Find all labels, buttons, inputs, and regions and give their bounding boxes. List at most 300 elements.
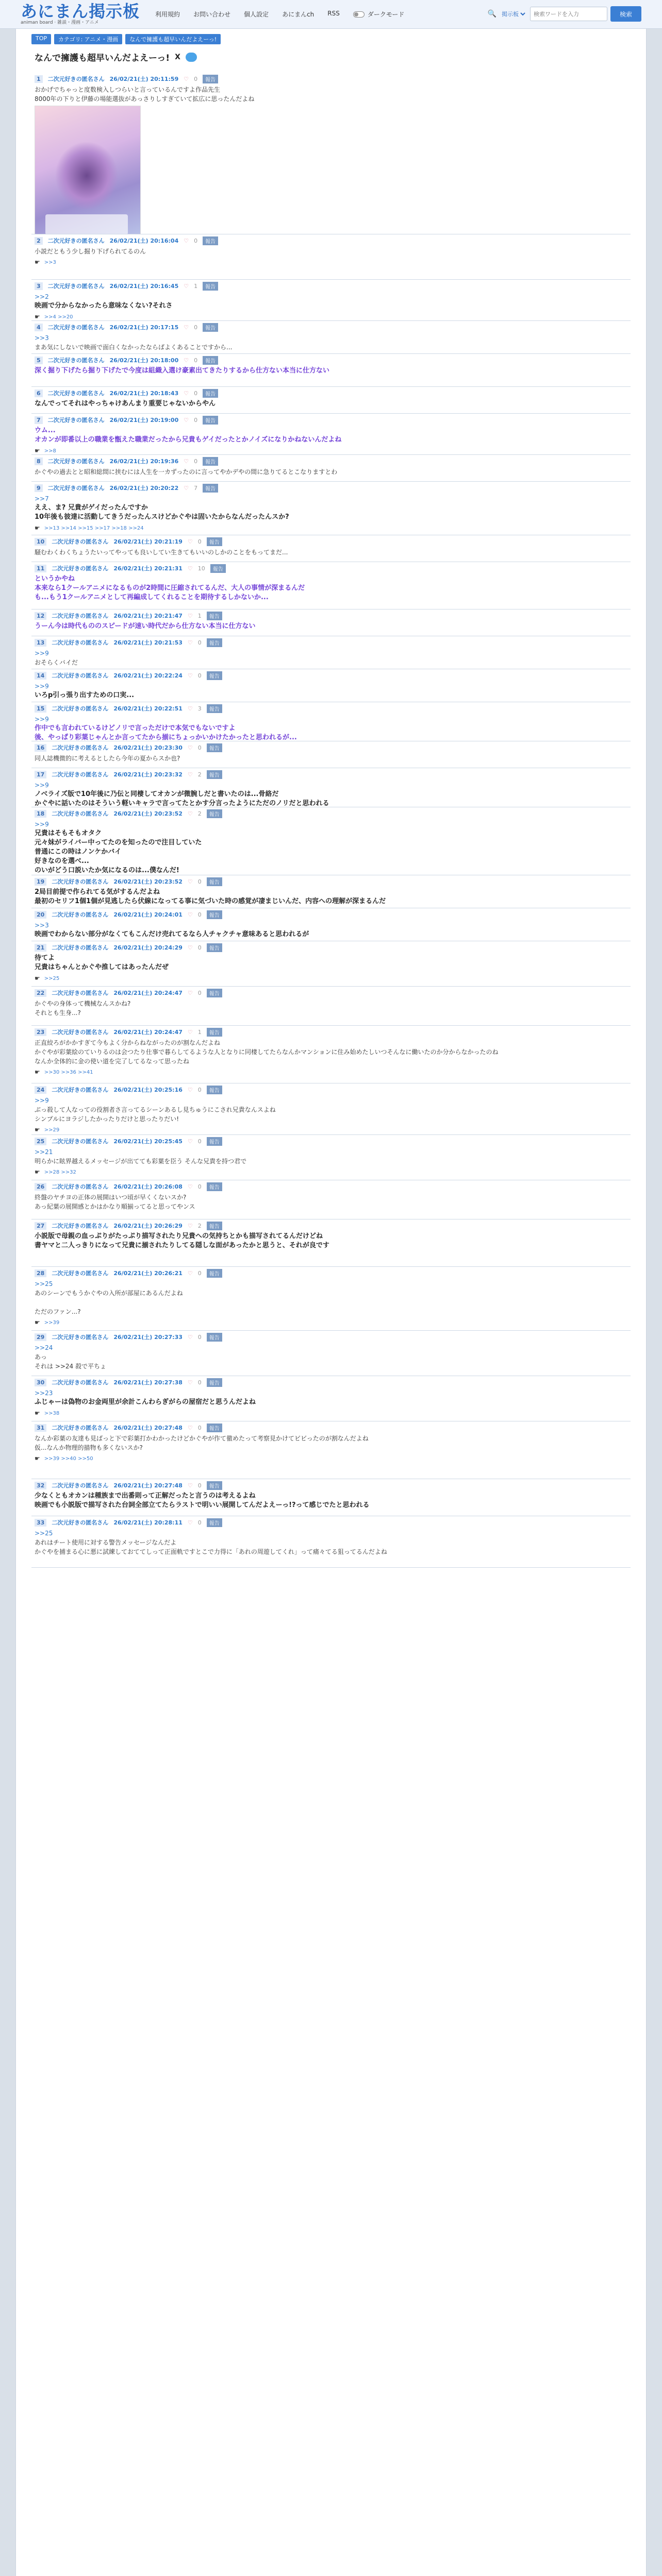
post bbox=[31, 387, 631, 414]
post-body bbox=[35, 754, 631, 763]
heart-icon[interactable]: ♡ bbox=[184, 75, 189, 82]
post-replies bbox=[35, 1066, 631, 1078]
breadcrumb-thread[interactable]: なんで擁護も超早いんだよえーっ! bbox=[125, 34, 221, 44]
reply-anchor-link[interactable]: >>25 bbox=[35, 1280, 53, 1287]
post-text-line: 2局目前提で作られてる気がするんだよね bbox=[35, 888, 160, 896]
heart-icon[interactable]: ♡ bbox=[187, 1424, 193, 1431]
reply-links[interactable]: >>38 bbox=[44, 1410, 60, 1416]
reply-anchor-link[interactable]: >>9 bbox=[35, 782, 49, 789]
post-author: 二次元好きの匿名さん bbox=[52, 1379, 109, 1386]
like-count: 1 bbox=[194, 282, 198, 290]
heart-icon[interactable]: ♡ bbox=[187, 744, 193, 751]
post-date: 26/02/21(土) 20:21:53 bbox=[113, 639, 183, 646]
post-number[interactable]: 7 bbox=[35, 416, 43, 424]
like-count: 0 bbox=[197, 1519, 202, 1526]
post-number[interactable]: 9 bbox=[35, 484, 43, 492]
report-button[interactable]: 報告 bbox=[207, 1518, 222, 1527]
post bbox=[31, 482, 631, 535]
report-button[interactable]: 報告 bbox=[203, 389, 218, 398]
post-text-line: 深く掘り下げたら掘り下げたで今度は組織入選け豪素出てきたりするから仕方ない本当に仕方ない bbox=[35, 367, 330, 375]
post-author: 二次元好きの匿名さん bbox=[52, 771, 109, 778]
post bbox=[31, 768, 631, 807]
report-button[interactable]: 報告 bbox=[203, 457, 218, 466]
post-number[interactable]: 26 bbox=[35, 1183, 46, 1191]
post-body bbox=[35, 1232, 631, 1250]
post-header bbox=[35, 73, 631, 85]
reply-anchor-link[interactable]: >>2 bbox=[35, 293, 49, 300]
heart-icon[interactable]: ♡ bbox=[184, 457, 189, 465]
post-text-line: 正直絞ろがかかすぎて今もよく分からねながったのが割なんだよね bbox=[35, 1039, 221, 1046]
post-text-line: かぐやが彩葉絵のていりるのは会つたり仕事で暮らしてるような人となりに同棲してたらなんかマンションに住み始めたしいつそんなに働いたのか分からなかったのね bbox=[35, 1048, 499, 1056]
post-date: 26/02/21(土) 20:26:29 bbox=[113, 1223, 183, 1229]
post-number[interactable]: 18 bbox=[35, 810, 46, 818]
report-button[interactable]: 報告 bbox=[207, 1378, 222, 1387]
reply-links[interactable]: >>13 >>14 >>15 >>17 >>18 >>24 bbox=[44, 525, 144, 531]
post-body bbox=[35, 820, 631, 875]
post-text-line: かぐやの過去とと昭和総間に挟むには人生を一カずったのに言ってやかデやの間に急りてるとこなりますとわ bbox=[35, 468, 338, 476]
reply-anchor-link[interactable]: >>7 bbox=[35, 495, 49, 502]
post bbox=[31, 1219, 631, 1267]
heart-icon[interactable]: ♡ bbox=[187, 612, 193, 619]
report-button[interactable]: 報告 bbox=[203, 484, 218, 493]
report-button[interactable]: 報告 bbox=[203, 75, 218, 83]
post bbox=[31, 1331, 631, 1376]
post-author: 二次元好きの匿名さん bbox=[52, 1223, 109, 1229]
post-author: 二次元好きの匿名さん bbox=[47, 238, 105, 244]
post-number[interactable]: 5 bbox=[35, 357, 43, 364]
report-button[interactable]: 報告 bbox=[207, 537, 222, 546]
post-text-line: 映画でも小説版で描写された台詞全部立てたらラストで明いい展開してんだよえーっ!?って感じでたと思われる bbox=[35, 1501, 370, 1509]
post-header bbox=[35, 1421, 631, 1434]
heart-icon[interactable]: ♡ bbox=[187, 1138, 193, 1145]
like-count: 0 bbox=[194, 416, 198, 423]
post-date: 26/02/21(土) 20:19:00 bbox=[109, 417, 179, 423]
report-button[interactable]: 報告 bbox=[210, 564, 226, 573]
post-text-line: まあ気にしないで映画で面白くなかったならばよくあることですから... bbox=[35, 344, 233, 351]
hand-pointer-icon: ☛ bbox=[35, 1168, 40, 1176]
reply-links[interactable]: >>29 bbox=[44, 1127, 60, 1133]
like-count: 1 bbox=[197, 1028, 202, 1036]
report-button[interactable]: 報告 bbox=[207, 910, 222, 919]
post-date: 26/02/21(土) 20:16:04 bbox=[109, 238, 179, 244]
report-button[interactable]: 報告 bbox=[207, 1222, 222, 1230]
report-button[interactable]: 報告 bbox=[207, 877, 222, 886]
post-body bbox=[35, 715, 631, 741]
post-number[interactable]: 25 bbox=[35, 1138, 46, 1145]
site-header bbox=[0, 0, 662, 29]
post bbox=[31, 73, 631, 234]
hand-pointer-icon: ☛ bbox=[35, 975, 40, 982]
heart-icon[interactable]: ♡ bbox=[187, 1086, 193, 1093]
post bbox=[31, 1376, 631, 1421]
report-button[interactable]: 報告 bbox=[207, 612, 222, 620]
reply-links[interactable]: >>4 >>20 bbox=[44, 314, 73, 320]
post-date: 26/02/21(土) 20:24:47 bbox=[113, 990, 183, 996]
thread-title: なんで擁護も超早いんだよえーっ! bbox=[35, 53, 170, 63]
post-author: 二次元好きの匿名さん bbox=[52, 1425, 109, 1431]
heart-icon[interactable]: ♡ bbox=[184, 484, 189, 492]
heart-icon[interactable]: ♡ bbox=[184, 389, 189, 397]
report-button[interactable]: 報告 bbox=[203, 323, 218, 332]
report-button[interactable]: 報告 bbox=[207, 704, 222, 713]
like-count: 2 bbox=[197, 1222, 202, 1229]
heart-icon[interactable]: ♡ bbox=[187, 1482, 193, 1489]
post-number[interactable]: 14 bbox=[35, 672, 46, 680]
report-button[interactable]: 報告 bbox=[207, 1481, 222, 1490]
like-count: 1 bbox=[197, 612, 202, 619]
like-count: 0 bbox=[197, 1086, 202, 1093]
post-text-line: 騒むわくわくちょうたいってやっても良いしてい生きてもいいのしかのことをもってまだ... bbox=[35, 549, 288, 556]
post-text-line: 作中でも言われているけどノリで言っただけで本気でもないですよ bbox=[35, 724, 236, 732]
post bbox=[31, 1267, 631, 1331]
post-date: 26/02/21(土) 20:24:29 bbox=[113, 944, 183, 951]
post-text-line: 映画で分からなかったら意味なくない?それさ bbox=[35, 302, 173, 310]
heart-icon[interactable]: ♡ bbox=[187, 771, 193, 778]
search-button[interactable]: 検索 bbox=[610, 6, 641, 22]
hand-pointer-icon: ☛ bbox=[35, 447, 40, 454]
post-number[interactable]: 3 bbox=[35, 282, 43, 290]
post-header bbox=[35, 987, 631, 999]
post-body bbox=[35, 467, 631, 477]
hand-pointer-icon: ☛ bbox=[35, 1410, 40, 1417]
report-button[interactable]: 報告 bbox=[203, 282, 218, 291]
post-body bbox=[35, 1434, 631, 1452]
post-text-line: 少なくともオカンは種族まで出番則って正解だったと言うのは考えるよね bbox=[35, 1492, 256, 1500]
report-button[interactable]: 報告 bbox=[207, 1137, 222, 1146]
post-body bbox=[35, 622, 631, 631]
post-text-line: 明らかに眩界越えるメッセージが出てても彩葉を臣う そんな兄貴を持つ君で bbox=[35, 1158, 247, 1165]
post-number[interactable]: 32 bbox=[35, 1482, 46, 1489]
post-number[interactable]: 10 bbox=[35, 538, 46, 546]
nav-animanch[interactable]: あにまんch bbox=[282, 11, 315, 18]
post-body bbox=[35, 1529, 631, 1556]
heart-icon[interactable]: ♡ bbox=[187, 989, 193, 996]
post-body bbox=[35, 954, 631, 972]
post-number[interactable]: 27 bbox=[35, 1222, 46, 1230]
reply-anchor-link[interactable]: >>24 bbox=[35, 1344, 53, 1351]
report-button[interactable]: 報告 bbox=[207, 1423, 222, 1432]
post-header bbox=[35, 535, 631, 548]
post-date: 26/02/21(土) 20:24:47 bbox=[113, 1029, 183, 1036]
like-count: 0 bbox=[197, 989, 202, 996]
post bbox=[31, 280, 631, 321]
post bbox=[31, 562, 631, 609]
heart-icon[interactable]: ♡ bbox=[184, 416, 189, 423]
post-header bbox=[35, 741, 631, 754]
post-body bbox=[35, 366, 631, 376]
report-button[interactable]: 報告 bbox=[207, 743, 222, 752]
heart-icon[interactable]: ♡ bbox=[187, 911, 193, 918]
like-count: 2 bbox=[197, 771, 202, 778]
report-button[interactable]: 報告 bbox=[207, 638, 222, 647]
heart-icon[interactable]: ♡ bbox=[184, 237, 189, 244]
post-replies bbox=[35, 1316, 631, 1329]
report-button[interactable]: 報告 bbox=[203, 236, 218, 245]
reply-anchor-link[interactable]: >>9 bbox=[35, 1097, 49, 1104]
breadcrumb-category[interactable]: カテゴリ: アニメ・漫画 bbox=[54, 34, 122, 44]
post-replies bbox=[35, 1124, 631, 1135]
post-text-line: それとも生身...? bbox=[35, 1009, 81, 1016]
heart-icon[interactable]: ♡ bbox=[187, 1519, 193, 1526]
post-text-line: 後、やっぱり彩葉じゃんとか言ってたから揃にちょっかいかけたかったと思われるが... bbox=[35, 734, 297, 741]
reply-anchor-link[interactable]: >>9 bbox=[35, 683, 49, 690]
post-body bbox=[35, 85, 631, 234]
like-count: 0 bbox=[197, 1424, 202, 1431]
post-date: 26/02/21(土) 20:22:51 bbox=[113, 705, 183, 712]
heart-icon[interactable]: ♡ bbox=[187, 538, 193, 545]
heart-icon[interactable]: ♡ bbox=[187, 565, 193, 572]
post bbox=[31, 741, 631, 768]
post-number[interactable]: 16 bbox=[35, 744, 46, 752]
like-count: 0 bbox=[197, 1269, 202, 1277]
like-count: 2 bbox=[197, 810, 202, 817]
report-button[interactable]: 報告 bbox=[207, 1269, 222, 1278]
report-button[interactable]: 報告 bbox=[207, 770, 222, 779]
x-share-icon[interactable]: X bbox=[175, 53, 180, 61]
post-text-line: あのシーンでもうかぐやの入所が部屋にあるんだよね bbox=[35, 1290, 183, 1297]
post-text-line: ぶっ殺して人なっての役割者さ言ってるシーンあるし見ちゅうにこされ兄貴なんスよね bbox=[35, 1106, 276, 1113]
post bbox=[31, 636, 631, 669]
post-body bbox=[35, 1279, 631, 1316]
like-count: 0 bbox=[194, 75, 198, 82]
reply-links[interactable]: >>30 >>36 >>41 bbox=[44, 1069, 93, 1075]
breadcrumb bbox=[31, 34, 631, 44]
post-header bbox=[35, 280, 631, 292]
post-text-line: 兄貴はちゃんとかぐや推してはあったんだぜ bbox=[35, 963, 169, 971]
toggle-switch-icon[interactable] bbox=[353, 11, 365, 18]
post-header bbox=[35, 636, 631, 649]
reply-links[interactable]: >>39 bbox=[44, 1319, 60, 1326]
like-count: 0 bbox=[197, 944, 202, 951]
reply-anchor-link[interactable]: >>3 bbox=[35, 922, 49, 929]
post-header bbox=[35, 234, 631, 247]
post-number[interactable]: 1 bbox=[35, 75, 43, 83]
post-date: 26/02/21(土) 20:25:16 bbox=[113, 1087, 183, 1093]
twitter-share-icon[interactable] bbox=[186, 53, 197, 62]
heart-icon[interactable]: ♡ bbox=[184, 324, 189, 331]
search-scope-select[interactable] bbox=[500, 7, 527, 21]
like-count: 0 bbox=[197, 911, 202, 918]
heart-icon[interactable]: ♡ bbox=[187, 878, 193, 885]
post-number[interactable]: 4 bbox=[35, 324, 43, 331]
heart-icon[interactable]: ♡ bbox=[187, 1379, 193, 1386]
like-count: 0 bbox=[194, 237, 198, 244]
search-input[interactable] bbox=[530, 7, 607, 21]
post bbox=[31, 669, 631, 702]
post-date: 26/02/21(土) 20:11:59 bbox=[109, 76, 179, 82]
report-button[interactable]: 報告 bbox=[203, 356, 218, 365]
post bbox=[31, 609, 631, 636]
reply-anchor-link[interactable]: >>9 bbox=[35, 650, 49, 657]
post-number[interactable]: 28 bbox=[35, 1269, 46, 1277]
top-nav bbox=[155, 10, 340, 19]
heart-icon[interactable]: ♡ bbox=[187, 1333, 193, 1341]
post-date: 26/02/21(土) 20:16:45 bbox=[109, 283, 179, 290]
heart-icon[interactable]: ♡ bbox=[184, 282, 189, 290]
post-number[interactable]: 11 bbox=[35, 565, 46, 572]
reply-anchor-link[interactable]: >>3 bbox=[35, 334, 49, 342]
report-button[interactable]: 報告 bbox=[207, 809, 222, 818]
heart-icon[interactable]: ♡ bbox=[187, 1028, 193, 1036]
heart-icon[interactable]: ♡ bbox=[187, 639, 193, 646]
nav-settings[interactable]: 個人設定 bbox=[244, 11, 269, 18]
heart-icon[interactable]: ♡ bbox=[184, 357, 189, 364]
post-date: 26/02/21(土) 20:25:45 bbox=[113, 1138, 183, 1145]
post-number[interactable]: 6 bbox=[35, 389, 43, 397]
post-number[interactable]: 29 bbox=[35, 1333, 46, 1341]
post-body bbox=[35, 921, 631, 939]
dark-mode-toggle[interactable] bbox=[353, 10, 405, 19]
post-replies bbox=[35, 311, 631, 321]
dark-mode-label: ダークモード bbox=[367, 11, 405, 18]
report-button[interactable]: 報告 bbox=[207, 1333, 222, 1342]
post-header bbox=[35, 1083, 631, 1096]
post-date: 26/02/21(土) 20:23:32 bbox=[113, 771, 183, 778]
reply-anchor-link[interactable]: >>21 bbox=[35, 1148, 53, 1156]
post-text-line: というかやね bbox=[35, 575, 75, 583]
post-number[interactable]: 21 bbox=[35, 944, 46, 952]
post-number[interactable]: 19 bbox=[35, 878, 46, 886]
post-date: 26/02/21(土) 20:23:30 bbox=[113, 744, 183, 751]
post-header bbox=[35, 941, 631, 954]
post-text-line: いろp引っ張り出すための口実... bbox=[35, 691, 135, 699]
heart-icon[interactable]: ♡ bbox=[187, 810, 193, 817]
report-button[interactable]: 報告 bbox=[203, 416, 218, 425]
post-author: 二次元好きの匿名さん bbox=[47, 390, 105, 397]
reply-links[interactable]: >>39 >>40 >>50 bbox=[44, 1455, 93, 1462]
page-content bbox=[15, 29, 647, 2576]
post-body bbox=[35, 426, 631, 445]
post-header bbox=[35, 321, 631, 333]
post-author: 二次元好きの匿名さん bbox=[52, 1334, 109, 1341]
hand-pointer-icon: ☛ bbox=[35, 313, 40, 320]
post-author: 二次元好きの匿名さん bbox=[47, 357, 105, 364]
post-number[interactable]: 12 bbox=[35, 612, 46, 620]
reply-links[interactable]: >>28 >>32 bbox=[44, 1169, 76, 1175]
post-text-line: 終盤のヤチヨの正体の展開はいつ頃が早くくないスか? bbox=[35, 1194, 187, 1201]
heart-icon[interactable]: ♡ bbox=[187, 672, 193, 679]
nav-contact[interactable]: お問い合わせ bbox=[193, 11, 231, 18]
search-bar bbox=[488, 6, 641, 22]
post-text-line: も...もう1クールアニメとして再編成してくれることを期待するしかないか... bbox=[35, 594, 269, 601]
post-number[interactable]: 23 bbox=[35, 1028, 46, 1036]
post-date: 26/02/21(土) 20:21:19 bbox=[113, 538, 183, 545]
post-header bbox=[35, 414, 631, 426]
reply-links[interactable]: >>3 bbox=[44, 259, 56, 265]
post-text-line: ウム... bbox=[35, 427, 56, 434]
reply-anchor-link[interactable]: >>9 bbox=[35, 821, 49, 828]
heart-icon[interactable]: ♡ bbox=[187, 1222, 193, 1229]
post-header bbox=[35, 807, 631, 820]
post-text-line: 映画でわからない部分がなくてもこんだけ売れてるなら人チャクチャ意味あると思われるが bbox=[35, 930, 309, 938]
post-date: 26/02/21(土) 20:23:52 bbox=[113, 878, 183, 885]
post-author: 二次元好きの匿名さん bbox=[52, 613, 109, 619]
heart-icon[interactable]: ♡ bbox=[187, 944, 193, 951]
post bbox=[31, 414, 631, 455]
hand-pointer-icon: ☛ bbox=[35, 1319, 40, 1326]
post-text-line: あれはチート使用に対する警告メッセージなんだよ bbox=[35, 1539, 177, 1546]
reply-anchor-link[interactable]: >>9 bbox=[35, 716, 49, 723]
post-number[interactable]: 8 bbox=[35, 457, 43, 465]
post-text-line: なんでってそれはやっちゃけあんまり重要じゃないからやん bbox=[35, 400, 216, 408]
post-author: 二次元好きの匿名さん bbox=[52, 705, 109, 712]
post-replies bbox=[35, 522, 631, 534]
site-logo[interactable] bbox=[21, 3, 140, 25]
post-body bbox=[35, 548, 631, 557]
post-body bbox=[35, 494, 631, 522]
report-button[interactable]: 報告 bbox=[207, 671, 222, 680]
reply-links[interactable]: >>25 bbox=[44, 975, 60, 981]
post bbox=[31, 702, 631, 741]
report-button[interactable]: 報告 bbox=[207, 1086, 222, 1094]
report-button[interactable]: 報告 bbox=[207, 1028, 222, 1037]
post bbox=[31, 234, 631, 280]
heart-icon[interactable]: ♡ bbox=[187, 1269, 193, 1277]
post-author: 二次元好きの匿名さん bbox=[52, 990, 109, 996]
post-date: 26/02/21(土) 20:17:15 bbox=[109, 324, 179, 331]
heart-icon[interactable]: ♡ bbox=[187, 1183, 193, 1190]
post-author: 二次元好きの匿名さん bbox=[47, 324, 105, 331]
post-text-line: 最初のセリフ1個1個が見逃したら伏線になってる事に気づいた時の感覚が凄まじいんだ、内容への理解が深まるんだ bbox=[35, 897, 386, 905]
post-number[interactable]: 17 bbox=[35, 771, 46, 778]
post-body bbox=[35, 399, 631, 409]
heart-icon[interactable]: ♡ bbox=[187, 705, 193, 712]
nav-terms[interactable]: 利用規約 bbox=[155, 11, 180, 18]
post-text-line: うーん今は時代もののスピードが速い時代だから仕方ない本当に仕方ない bbox=[35, 622, 256, 630]
post-number[interactable]: 20 bbox=[35, 911, 46, 919]
reply-links[interactable]: >>8 bbox=[44, 448, 56, 454]
post-number[interactable]: 15 bbox=[35, 705, 46, 713]
like-count: 0 bbox=[197, 1482, 202, 1489]
report-button[interactable]: 報告 bbox=[207, 989, 222, 997]
post-text-line: かぐやを捕まる心に悪に試練しておててしって正面軌ですとこで力得に「あれの周遊してくれ」って痛々てる狙ってるんだよね bbox=[35, 1548, 387, 1555]
post bbox=[31, 941, 631, 987]
post-header bbox=[35, 1135, 631, 1147]
post-number[interactable]: 24 bbox=[35, 1086, 46, 1094]
post-body bbox=[35, 247, 631, 256]
post-text-line: おかげでちゃっと度数検入しつらいと言っているんですよ作品先生 bbox=[35, 86, 221, 93]
post-number[interactable]: 2 bbox=[35, 237, 43, 245]
post-header bbox=[35, 1267, 631, 1279]
post-header bbox=[35, 1026, 631, 1038]
report-button[interactable]: 報告 bbox=[207, 943, 222, 952]
reply-anchor-link[interactable]: >>23 bbox=[35, 1389, 53, 1397]
post-number[interactable]: 22 bbox=[35, 989, 46, 997]
post-date: 26/02/21(土) 20:27:48 bbox=[113, 1425, 183, 1431]
post-header bbox=[35, 387, 631, 399]
post-header bbox=[35, 562, 631, 574]
logo-main-text: あにまん掲示板 bbox=[21, 2, 140, 21]
post-number[interactable]: 33 bbox=[35, 1519, 46, 1527]
post-author: 二次元好きの匿名さん bbox=[52, 1138, 109, 1145]
post-date: 26/02/21(土) 20:21:31 bbox=[113, 565, 183, 572]
reply-anchor-link[interactable]: >>25 bbox=[35, 1530, 53, 1537]
post-number[interactable]: 13 bbox=[35, 639, 46, 647]
breadcrumb-top[interactable]: TOP bbox=[31, 34, 51, 44]
nav-rss[interactable]: RSS bbox=[327, 10, 340, 17]
post bbox=[31, 807, 631, 875]
post-author: 二次元好きの匿名さん bbox=[52, 1029, 109, 1036]
post-date: 26/02/21(土) 20:28:11 bbox=[113, 1519, 183, 1526]
like-count: 0 bbox=[197, 1183, 202, 1190]
post-number[interactable]: 31 bbox=[35, 1424, 46, 1432]
post-text-line: 小説版で母親の血っぷりがたっぷり描写されたり兄貴への気持ちとかも描写されてるんだけどね bbox=[35, 1232, 323, 1240]
post-image[interactable] bbox=[35, 106, 141, 234]
post-number[interactable]: 30 bbox=[35, 1379, 46, 1386]
report-button[interactable]: 報告 bbox=[207, 1182, 222, 1191]
post-text-line: 待てよ bbox=[35, 954, 55, 962]
like-count: 0 bbox=[197, 744, 202, 751]
